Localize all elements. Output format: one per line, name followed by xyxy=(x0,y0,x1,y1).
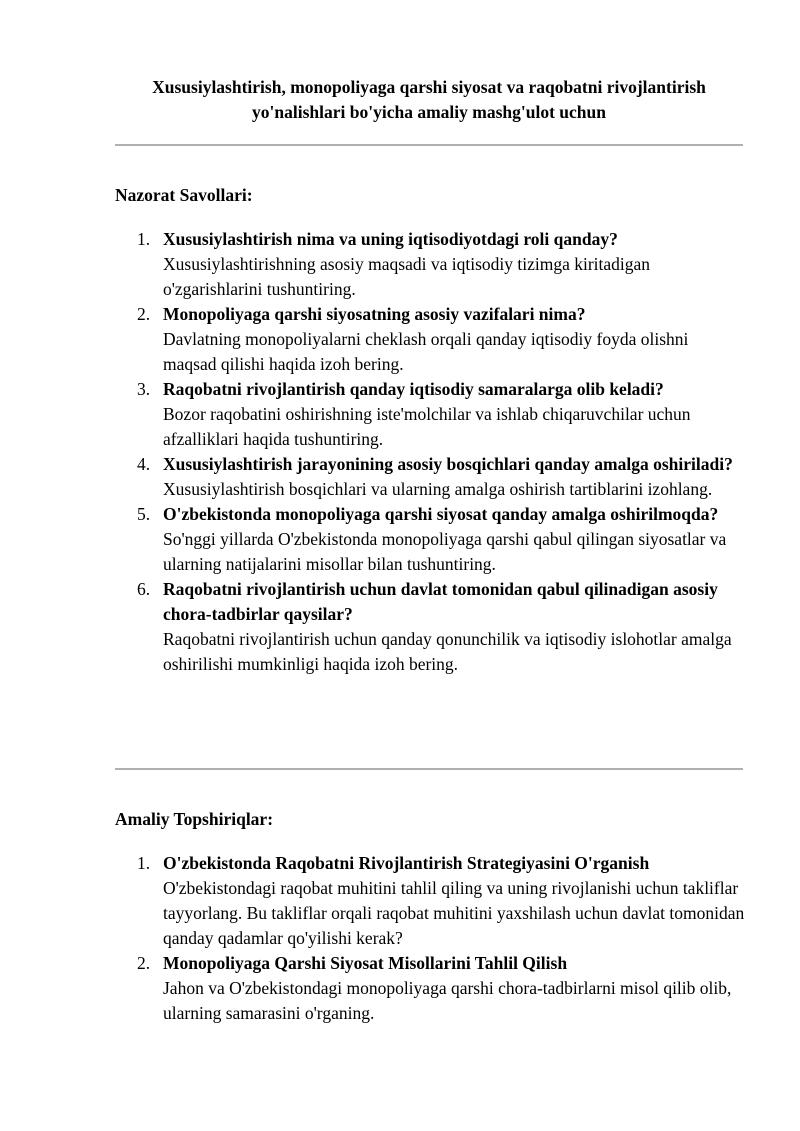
item-title: O'zbekistonda Raqobatni Rivojlantirish Strategiyasini O'rganish xyxy=(163,853,650,873)
item-title: O'zbekistonda monopoliyaga qarshi siyosat qanday amalga oshirilmoqda? xyxy=(163,504,719,524)
item-number: 1. xyxy=(137,853,151,873)
item-description: Xususiylashtirishning asosiy maqsadi va iqtisodiy tizimga kiritadigan o'zgarishlarini tushuntiring. xyxy=(163,254,651,299)
item-number: 3. xyxy=(137,379,151,399)
list-item xyxy=(115,577,745,677)
item-description: Xususiylashtirish bosqichlari va ularning amalga oshirish tartiblarini izohlang. xyxy=(163,479,713,499)
question-list xyxy=(115,227,745,677)
list-item xyxy=(115,502,745,577)
item-description: Davlatning monopoliyalarni cheklash orqali qanday iqtisodiy foyda olishni maqsad qilishi haqida izoh bering. xyxy=(163,329,689,374)
divider xyxy=(115,144,743,146)
item-number: 2. xyxy=(137,304,151,324)
item-description: Bozor raqobatini oshirishning iste'molchilar va ishlab chiqaruvchilar uchun afzalliklari haqida tushuntiring. xyxy=(163,404,691,449)
list-item xyxy=(115,227,745,302)
item-title: Raqobatni rivojlantirish qanday iqtisodiy samaralarga olib keladi? xyxy=(163,379,664,399)
list-item xyxy=(115,851,745,951)
item-number: 2. xyxy=(137,953,151,973)
list-item xyxy=(115,302,745,377)
item-description: Jahon va O'zbekistondagi monopoliyaga qarshi chora-tadbirlarni misol qilib olib, ularning samarasini o'rganing. xyxy=(163,978,732,1023)
item-title: Xususiylashtirish jarayonining asosiy bosqichlari qanday amalga oshiriladi? xyxy=(163,454,733,474)
item-title: Monopoliyaga qarshi siyosatning asosiy vazifalari nima? xyxy=(163,304,586,324)
item-number: 1. xyxy=(137,229,151,249)
divider xyxy=(115,768,743,770)
section-heading-nazorat: Nazorat Savollari: xyxy=(115,185,253,205)
list-item xyxy=(115,452,745,502)
item-title: Xususiylashtirish nima va uning iqtisodiyotdagi roli qanday? xyxy=(163,229,618,249)
item-description: O'zbekistondagi raqobat muhitini tahlil qiling va uning rivojlanishi uchun takliflar tayyorlang. Bu takliflar orqali raqobat muhitini yaxshilash uchun davlat tomonidan qanday qadamlar qo'yilishi kerak? xyxy=(163,878,745,948)
item-number: 4. xyxy=(137,454,151,474)
item-title: Monopoliyaga Qarshi Siyosat Misollarini Tahlil Qilish xyxy=(163,953,568,973)
task-list xyxy=(115,851,745,1026)
section-heading-amaliy: Amaliy Topshiriqlar: xyxy=(115,809,274,829)
list-item xyxy=(115,951,745,1026)
item-description: So'nggi yillarda O'zbekistonda monopoliyaga qarshi qabul qilingan siyosatlar va ularning natijalarini misollar bilan tushuntiring. xyxy=(163,529,727,574)
item-number: 5. xyxy=(137,504,151,524)
item-number: 6. xyxy=(137,579,151,599)
item-title: Raqobatni rivojlantirish uchun davlat tomonidan qabul qilinadigan asosiy chora-tadbirlar qaysilar? xyxy=(163,579,718,624)
list-item xyxy=(115,377,745,452)
document-title: Xususiylashtirish, monopoliyaga qarshi siyosat va raqobatni rivojlantirish yo'nalishlari bo'yicha amaliy mashg'ulot uchun xyxy=(152,77,706,122)
item-description: Raqobatni rivojlantirish uchun qanday qonunchilik va iqtisodiy islohotlar amalga oshirilishi mumkinligi haqida izoh bering. xyxy=(163,629,732,674)
